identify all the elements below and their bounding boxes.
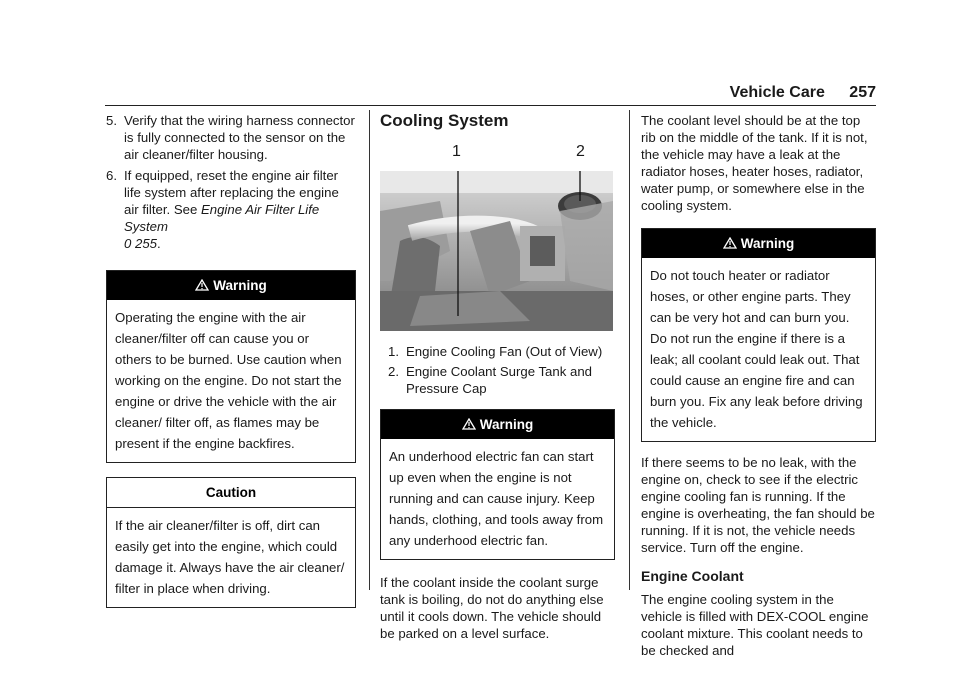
warning-triangle-icon bbox=[195, 279, 209, 291]
column-middle bbox=[380, 112, 615, 650]
warning-text: Operating the engine with the air cleaner/filter off can cause you or others to be burned. Use caution when working on the engine. Do not start the engine or drive the vehicle with the air cleaner/ filter off, as flames may be present if the engine backfires. bbox=[115, 310, 342, 451]
legend-item bbox=[380, 363, 615, 397]
page-ref-number: 255 bbox=[135, 236, 158, 251]
warning-box bbox=[380, 409, 615, 560]
warning-title: Warning bbox=[740, 236, 795, 251]
legend-text: Engine Cooling Fan (Out of View) bbox=[406, 344, 603, 359]
engine-compartment-image bbox=[380, 171, 613, 331]
figure-legend bbox=[380, 343, 615, 397]
body-paragraph: The engine cooling system in the vehicle is filled with DEX-COOL engine coolant mixture. This coolant needs to be checked and bbox=[641, 592, 869, 658]
warning-title: Warning bbox=[213, 278, 267, 293]
column-left bbox=[106, 112, 356, 608]
step-number: 6. bbox=[106, 168, 117, 183]
engine-figure bbox=[380, 143, 613, 333]
section-title: Vehicle Care bbox=[729, 84, 825, 101]
callout-number: 2 bbox=[576, 143, 585, 160]
page-ref-arrow: 0 bbox=[124, 236, 132, 251]
body-paragraph: The coolant level should be at the top rib on the middle of the tank. If it is not, the vehicle may have a leak at the radiator hoses, heater hoses, radiator, water pump, or somewhere else in the cooling system. bbox=[641, 113, 868, 213]
step-item bbox=[106, 167, 356, 252]
column-divider bbox=[369, 110, 370, 590]
caution-text: If the air cleaner/filter is off, dirt can easily get into the engine, which could damage it. Always have the air cleaner/ filter in place when driving. bbox=[115, 518, 345, 596]
legend-text: Engine Coolant Surge Tank and Pressure Cap bbox=[406, 364, 592, 396]
step-text: Verify that the wiring harness connector is fully connected to the sensor on the air cleaner/filter housing. bbox=[124, 113, 355, 162]
warning-header bbox=[642, 229, 875, 258]
warning-box bbox=[106, 270, 356, 463]
caution-header: Caution bbox=[107, 478, 355, 508]
warning-box bbox=[641, 228, 876, 442]
section-heading: Cooling System bbox=[380, 111, 509, 130]
header-rule bbox=[105, 105, 876, 106]
step-text: If equipped, reset the engine air filter life system after replacing the engine air filter. See bbox=[124, 168, 339, 217]
column-divider bbox=[629, 110, 630, 590]
warning-triangle-icon bbox=[462, 418, 476, 430]
warning-header bbox=[107, 271, 355, 300]
legend-number: 1. bbox=[388, 344, 399, 359]
warning-triangle-icon bbox=[723, 237, 737, 249]
column-right bbox=[641, 112, 876, 667]
page-header bbox=[730, 84, 876, 102]
warning-text: An underhood electric fan can start up even when the engine is not running and can cause injury. Keep hands, clothing, and tools away from any underhood electric fan. bbox=[389, 449, 604, 548]
callout-number: 1 bbox=[452, 143, 461, 160]
step-text-end: . bbox=[157, 236, 161, 251]
warning-title: Warning bbox=[479, 417, 534, 432]
warning-header bbox=[381, 410, 614, 439]
subsection-heading: Engine Coolant bbox=[641, 568, 744, 584]
body-paragraph: If the coolant inside the coolant surge tank is boiling, do not do anything else until it cools down. The vehicle should be parked on a level surface. bbox=[380, 575, 604, 641]
body-paragraph: If there seems to be no leak, with the engine on, check to see if the electric engine cooling fan is running. If the engine is overheating, the fan should be running. If it is not, the vehicle needs service. Turn off the engine. bbox=[641, 455, 875, 555]
page-number: 257 bbox=[849, 84, 876, 101]
warning-text: Do not touch heater or radiator hoses, or other engine parts. They can be very hot and can burn you. Do not run the engine if there is a leak; all coolant could leak out. That could cause an engine fire and can burn you. Fix any leak before driving the vehicle. bbox=[650, 268, 863, 430]
caution-box bbox=[106, 477, 356, 608]
step-list bbox=[106, 112, 356, 252]
page-reference[interactable] bbox=[124, 235, 157, 252]
legend-item bbox=[380, 343, 615, 360]
step-number: 5. bbox=[106, 113, 117, 128]
step-item bbox=[106, 112, 356, 163]
cross-reference-link[interactable]: Engine Air Filter Life System bbox=[124, 202, 320, 234]
legend-number: 2. bbox=[388, 364, 399, 379]
